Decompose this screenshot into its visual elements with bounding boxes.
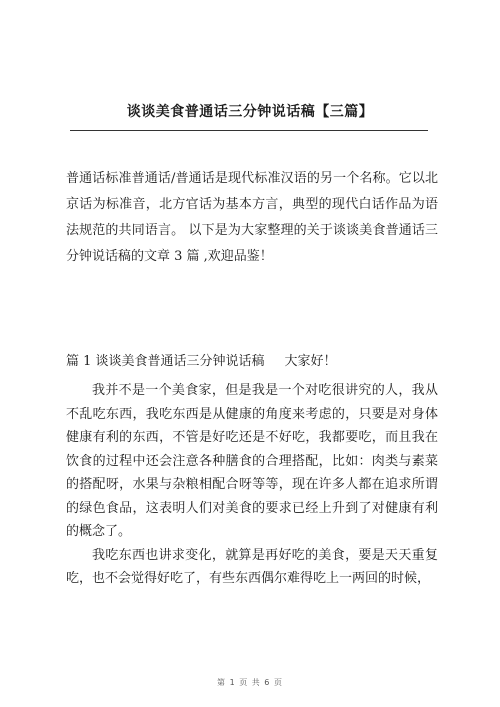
section-title: 篇 1 谈谈美食普通话三分钟说话稿 (66, 354, 265, 369)
title-divider (70, 130, 428, 131)
section-heading (66, 352, 438, 372)
section-body (66, 379, 438, 591)
intro-paragraph: 普通话标准普通话/普通话是现代标准汉语的另一个名称。它以北京话为标准音，北方官话为基本方言，典型的现代白话作品为语法规范的共同语言。 以下是为大家整理的关于谈谈美食普通话三分钟说话稿的文章 3 篇 ,欢迎品鉴！ (66, 171, 438, 264)
section-greeting: 大家好！ (284, 354, 337, 369)
body-paragraph-1: 我并不是一个美食家，但是我是一个对吃很讲究的人，我从不乱吃东西，我吃东西是从健康的角度来考虑的，只要是对身体健康有利的东西，不管是好吃还是不好吃，我都要吃，而且我在饮食的过程中还会注意各种膳食的合理搭配，比如：肉类与素菜的搭配呀，水果与杂粮相配合呀等等，现在许多人都在追求所谓的绿色食品，这表明人们对美食的要求已经上升到了对健康有利的概念了。 (66, 383, 438, 539)
document-title: 谈谈美食普通话三分钟说话稿【三篇】 (126, 104, 374, 120)
body-paragraph-2: 我吃东西也讲求变化，就算是再好吃的美食，要是天天重复吃，也不会觉得好吃了，有些东西偶尔难得吃上一两回的时候， (66, 547, 438, 586)
page-footer: 第 1 页 共 6 页 (217, 678, 283, 687)
